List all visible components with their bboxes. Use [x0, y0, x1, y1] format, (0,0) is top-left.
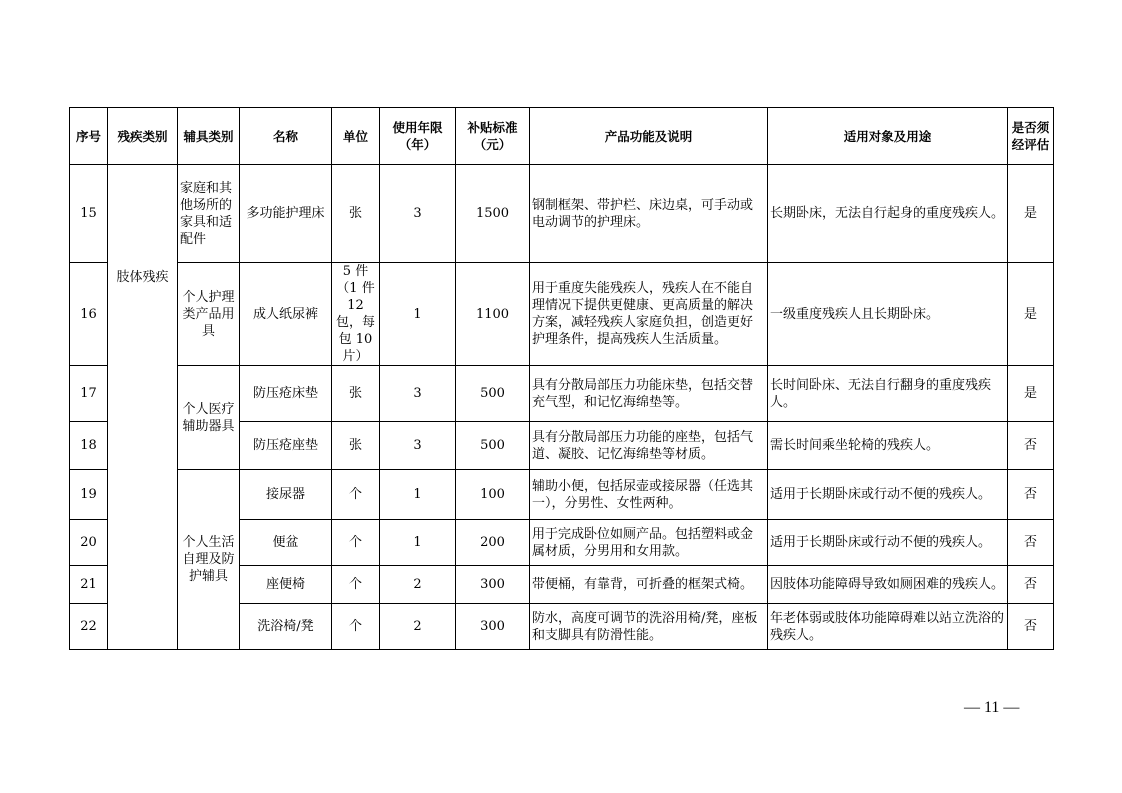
row-desc: 用于重度失能残疾人，残疾人在不能自理情况下提供更健康、更高质量的解决方案，减轻残疾人家庭负担，创造更好护理条件，提高残疾人生活质量。: [530, 263, 768, 366]
row-desc: 钢制框架、带护栏、床边桌，可手动或电动调节的护理床。: [530, 165, 768, 263]
row-name: 多功能护理床: [240, 165, 332, 263]
header-target: 适用对象及用途: [768, 108, 1008, 165]
row-desc: 带便桶，有靠背，可折叠的框架式椅。: [530, 566, 768, 604]
row-seq: 21: [70, 566, 108, 604]
row-eval: 否: [1008, 470, 1054, 520]
aid-group-medical: 个人医疗辅助器具: [178, 366, 240, 470]
row-desc: 辅助小便，包括尿壶或接尿器（任选其一），分男性、女性两种。: [530, 470, 768, 520]
header-unit: 单位: [332, 108, 380, 165]
row-subsidy: 500: [456, 422, 530, 470]
row-name: 座便椅: [240, 566, 332, 604]
aid-group-self-care: 个人生活自理及防护辅具: [178, 470, 240, 650]
row-years: 1: [380, 520, 456, 566]
table-row: [70, 366, 1054, 422]
row-subsidy: 1100: [456, 263, 530, 366]
row-subsidy: 300: [456, 604, 530, 650]
row-subsidy: 300: [456, 566, 530, 604]
header-aid-type: 辅具类别: [178, 108, 240, 165]
row-eval: 是: [1008, 366, 1054, 422]
row-subsidy: 500: [456, 366, 530, 422]
header-desc: 产品功能及说明: [530, 108, 768, 165]
header-seq: 序号: [70, 108, 108, 165]
row-target: 因肢体功能障碍导致如厕困难的残疾人。: [768, 566, 1008, 604]
row-unit: 个: [332, 520, 380, 566]
aid-group-furniture: 家庭和其他场所的家具和适配件: [178, 165, 240, 263]
header-subsidy: 补贴标准（元）: [456, 108, 530, 165]
row-target: 年老体弱或肢体功能障碍难以站立洗浴的残疾人。: [768, 604, 1008, 650]
row-years: 3: [380, 165, 456, 263]
header-name: 名称: [240, 108, 332, 165]
row-subsidy: 1500: [456, 165, 530, 263]
row-name: 防压疮床垫: [240, 366, 332, 422]
row-eval: 是: [1008, 263, 1054, 366]
row-years: 1: [380, 263, 456, 366]
subsidy-table: [69, 107, 1054, 650]
page-number: — 11 —: [964, 699, 1020, 716]
disability-group: 肢体残疾: [108, 165, 178, 650]
row-desc: 防水，高度可调节的洗浴用椅/凳，座板和支脚具有防滑性能。: [530, 604, 768, 650]
row-seq: 17: [70, 366, 108, 422]
row-eval: 否: [1008, 604, 1054, 650]
header-disability: 残疾类别: [108, 108, 178, 165]
row-years: 1: [380, 470, 456, 520]
header-years: 使用年限（年）: [380, 108, 456, 165]
row-target: 一级重度残疾人且长期卧床。: [768, 263, 1008, 366]
row-desc: 用于完成卧位如厕产品。包括塑料或金属材质，分男用和女用款。: [530, 520, 768, 566]
row-target: 适用于长期卧床或行动不便的残疾人。: [768, 470, 1008, 520]
row-desc: 具有分散局部压力功能床垫，包括交替充气型，和记忆海绵垫等。: [530, 366, 768, 422]
row-target: 需长时间乘坐轮椅的残疾人。: [768, 422, 1008, 470]
row-eval: 是: [1008, 165, 1054, 263]
row-unit: 个: [332, 604, 380, 650]
table-row: [70, 165, 1054, 263]
row-name: 成人纸尿裤: [240, 263, 332, 366]
row-years: 2: [380, 604, 456, 650]
row-name: 便盆: [240, 520, 332, 566]
header-eval: 是否须经评估: [1008, 108, 1054, 165]
header-row: [70, 108, 1054, 165]
aid-group-personal-care: 个人护理类产品用具: [178, 263, 240, 366]
row-seq: 19: [70, 470, 108, 520]
row-seq: 18: [70, 422, 108, 470]
row-target: 适用于长期卧床或行动不便的残疾人。: [768, 520, 1008, 566]
row-seq: 15: [70, 165, 108, 263]
row-subsidy: 100: [456, 470, 530, 520]
row-target: 长期卧床，无法自行起身的重度残疾人。: [768, 165, 1008, 263]
row-years: 3: [380, 422, 456, 470]
row-eval: 否: [1008, 520, 1054, 566]
table-row: [70, 263, 1054, 366]
row-seq: 16: [70, 263, 108, 366]
row-name: 洗浴椅/凳: [240, 604, 332, 650]
row-unit: 个: [332, 470, 380, 520]
row-seq: 20: [70, 520, 108, 566]
row-subsidy: 200: [456, 520, 530, 566]
row-name: 接尿器: [240, 470, 332, 520]
table-row: [70, 470, 1054, 520]
row-name: 防压疮座垫: [240, 422, 332, 470]
row-unit: 张: [332, 165, 380, 263]
row-years: 3: [380, 366, 456, 422]
row-unit: 张: [332, 422, 380, 470]
row-unit: 张: [332, 366, 380, 422]
row-target: 长时间卧床、无法自行翻身的重度残疾人。: [768, 366, 1008, 422]
row-eval: 否: [1008, 566, 1054, 604]
row-eval: 否: [1008, 422, 1054, 470]
row-years: 2: [380, 566, 456, 604]
row-unit: 5 件（1 件 12 包，每包 10 片）: [332, 263, 380, 366]
row-desc: 具有分散局部压力功能的座垫，包括气道、凝胶、记忆海绵垫等材质。: [530, 422, 768, 470]
row-unit: 个: [332, 566, 380, 604]
row-seq: 22: [70, 604, 108, 650]
